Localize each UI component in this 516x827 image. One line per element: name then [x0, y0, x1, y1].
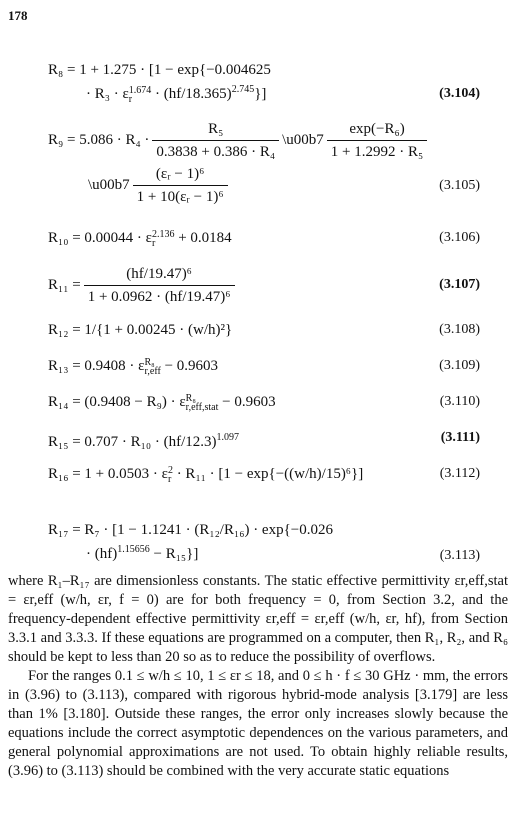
equation-3-104: [48, 60, 480, 106]
equation-line: R₈ = 1 + 1.275 · [1 − exp{−0.004625: [48, 62, 271, 78]
equation-number: (3.107): [439, 277, 480, 292]
equation-3-108: R₁₂ = 1/{1 + 0.00245 · (w/h)²} (3.108): [48, 322, 480, 338]
body-text: [8, 572, 508, 781]
equation-3-105: [48, 118, 480, 214]
equation-3-106: R₁₀ = 0.00044 · ε 2.136 r + 0.0184 (3.106): [48, 228, 480, 249]
equation-3-112: R₁₆ = 1 + 0.0503 · ε 2 r · R₁₁ · [1 − exp{−((w/h)/15)⁶}] (3.112): [48, 464, 480, 485]
equation-3-113: [48, 520, 480, 566]
equation-number: (3.110): [439, 394, 480, 409]
equation-number: (3.105): [439, 178, 480, 193]
equation-number: (3.111): [440, 430, 480, 445]
equation-3-109: R₁₃ = 0.9408 · ε R₈ r,eff − 0.9603 (3.109): [48, 356, 480, 377]
equation-number: (3.113): [439, 548, 480, 563]
equation-number: (3.108): [439, 322, 480, 337]
equation-line: R₉ = 5.086 · R₄ · $\frac{\text{R₅}}{\text{0.3838 + 0.386 · R₄}}$ \u00b7 $\frac{\text{exp(−R₆)}}{\text{1 + 1.2992 · R₅}}$: [48, 118, 480, 162]
equation-line: \u00b7 $\frac{\text{(εᵣ − 1)⁶}}{\text{1 + 10(εᵣ − 1)⁶}}$: [48, 162, 480, 208]
paragraph: For the ranges 0.1 ≤ w/h ≤ 10, 1 ≤ εr ≤ 18, and 0 ≤ h · f ≤ 30 GHz · mm, the errors in (3.96) to (3.113), compared with rigorous hybrid-mode analysis [3.179] are less than 1% [3.180]. Outside these ranges, the error only increases slowly because the equations include the correct asymptotic dependences on the various parameters, and general polynomial approximations are not used. To obtain highly reliable results, (3.96) to (3.113) should be combined with the very accurate static equations: [8, 668, 508, 779]
equation-line: · R₃ · ε 1.674 r · $(hf/18.365)^{2.745}$}]: [86, 84, 267, 105]
equation-number: (3.109): [439, 358, 480, 373]
fraction: $\frac{\text{R₅}}{\text{0.3838 + 0.386 · R₄}}$: [152, 119, 279, 162]
page-number: 178: [8, 8, 28, 23]
equation-line: · (hf)$^{1.15656}$ − R₁₅}]: [86, 544, 199, 562]
paragraph: where R₁–R₁₇ are dimensionless constants. The static effective permittivity εr,eff,stat = εr,eff (w/h, εr, f = 0) are for both frequency = 0, from Section 3.2, and the frequency-dependent effective permittivity εr,eff = εr,eff (w/h, εr, hf), from Section 3.3.1 and 3.3.3. If these equations are programmed on a computer, then R₁, R₂, and R₆ should be kept to less than 20 so as to reduce the possibility of overflows.: [8, 573, 508, 665]
equation-number: (3.112): [439, 466, 480, 481]
fraction: $\frac{\text{(hf/19.47)⁶}}{\text{1 + 0.0962 · (hf/19.47)⁶}}$: [84, 264, 235, 307]
fraction: $\frac{\text{(εᵣ − 1)⁶}}{\text{1 + 10(εᵣ − 1)⁶}}$: [133, 164, 228, 207]
equation-3-110: R₁₄ = (0.9408 − R₉) · ε R₈ r,eff,stat − 0.9603 (3.110): [48, 392, 480, 413]
fraction: $\frac{\text{exp(−R₆)}}{\text{1 + 1.2992 · R₅}}$: [327, 119, 427, 162]
equation-number: (3.106): [439, 230, 480, 245]
equation-number: (3.104): [439, 86, 480, 101]
equation-line: R₁₇ = R₇ · [1 − 1.1241 · (R₁₂/R₁₆) · exp{−0.026: [48, 522, 333, 538]
equation-3-107: R₁₁ = $\frac{\text{(hf/19.47)⁶}}{\text{1 + 0.0962 · (hf/19.47)⁶}}$ (3.107): [48, 265, 480, 305]
equation-3-111: $R_{15} = 0.707 \cdot R_{10} \cdot (hf/12.3)^{1.097}$ (3.111): [48, 430, 480, 450]
